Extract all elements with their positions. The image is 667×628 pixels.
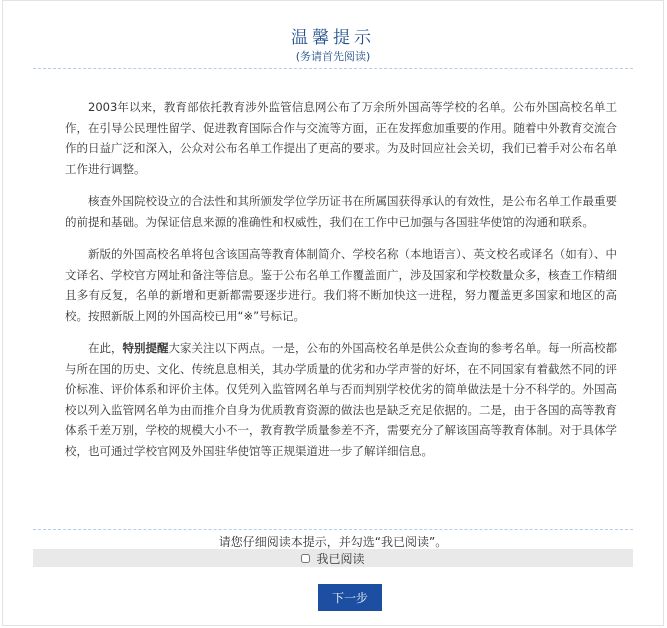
notice-panel <box>2 0 664 626</box>
next-step-button[interactable]: 下一步 <box>318 584 382 611</box>
notice-paragraph-3: 新版的外国高校名单将包含该国高等教育体制简介、学校名称（本地语言）、英文校名或译名（如有）、中文译名、学校官方网址和备注等信息。鉴于公布名单工作覆盖面广，涉及国家和学校数量众多，核查工作精细且多有反复，名单的新增和更新都需要逐步进行。我们将不断加快这一进程，努力覆盖更多国家和地区的高校。按照新版上网的外国高校已用“※”号标记。 <box>65 247 617 323</box>
have-read-label: 我已阅读 <box>316 551 365 566</box>
notice-paragraph-1: 2003年以来，教育部依托教育涉外监管信息网公布了万余所外国高等学校的名单。公布外国高校名单工作，在引导公民理性留学、促进教育国际合作与交流等方面，正在发挥愈加重要的作用。随着中外教育交流合作的日益广泛和深入，公众对公布名单工作提出了更高的要求。为及时回应社会关切，我们已着手对公布名单工作进行调整。 <box>65 100 617 176</box>
paragraph-4-lead: 在此， <box>88 341 123 355</box>
page-subtitle: (务请首先阅读) <box>295 50 371 63</box>
top-divider <box>33 68 633 69</box>
notice-paragraph-4 <box>65 338 617 461</box>
notice-content <box>65 97 617 461</box>
agree-bar[interactable] <box>33 549 633 567</box>
notice-paragraph-2: 核查外国院校设立的合法性和其所颁发学位学历证书在所属国获得承认的有效性，是公布名单工作最重要的前提和基础。为保证信息来源的准确性和权威性，我们在工作中已加强与各国驻华使馆的沟通和联系。 <box>65 194 617 229</box>
read-prompt: 请您仔细阅读本提示，并勾选“我已阅读”。 <box>218 535 448 549</box>
page-title: 温馨提示 <box>291 28 375 48</box>
paragraph-4-body: 大家关注以下两点。一是，公布的外国高校名单是供公众查询的参考名单。每一所高校都与所在国的历史、文化、传统息息相关，其办学质量的优劣和办学声誉的好坏，在不同国家有着截然不同的评价标准、评价体系和评价主体。仅凭列入监管网名单与否而判别学校优劣的简单做法是十分不科学的。外国高校以列入监管网名单为由而推介自身为优质教育资源的做法也是缺乏充足依据的。二是，由于各国的高等教育体系千差万别，学校的规模大小不一，教育教学质量参差不齐，需要充分了解该国高等教育体制。对于具体学校，也可通过学校官网及外国驻华使馆等正规渠道进一步了解详细信息。 <box>65 341 617 458</box>
special-reminder-emphasis: 特别提醒 <box>122 341 169 355</box>
bottom-divider <box>33 529 633 530</box>
have-read-checkbox[interactable] <box>301 554 310 563</box>
